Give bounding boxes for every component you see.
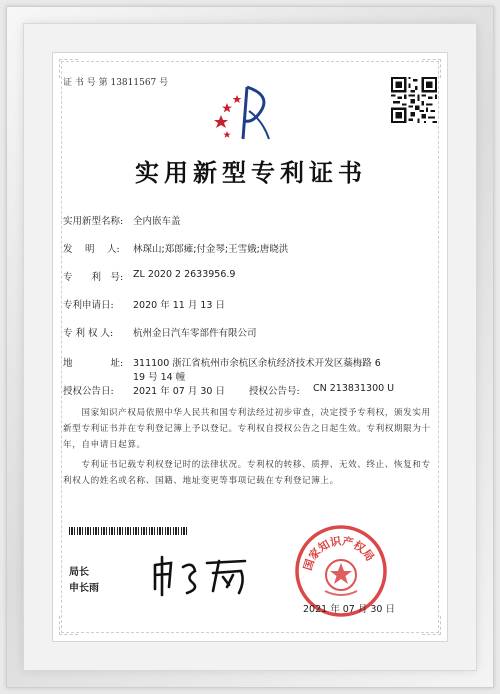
certificate-number (63, 75, 168, 88)
grant-statement-paragraph: 国家知识产权局依照中华人民共和国专利法经过初步审查，决定授予专利权，颁发实用新型专利证书并在专利登记簿上予以登记。专利权自授权公告之日起生效。专利权期限为十年，自申请日起算。 (63, 408, 431, 450)
signatory-name: 申长雨 (69, 583, 99, 594)
issue-date: 2021 年 07 月 30 日 (303, 604, 395, 615)
address-line-2: 19 号 14 幢 (133, 372, 186, 383)
grant-number-value: CN 213831300 U (313, 383, 395, 394)
grant-number-label: 授权公告号: (249, 386, 300, 397)
address-label: 地 址: (63, 358, 124, 369)
inventor-value: 林琛山;郑郎瘫;付金琴;王雪娥;唐晓洪 (133, 244, 289, 255)
corner-ornament (422, 616, 441, 635)
utility-model-name-label: 实用新型名称: (63, 216, 124, 227)
inventor-label: 发 明 人: (63, 244, 120, 255)
handwritten-signature-icon (149, 551, 269, 599)
cert-no-suffix: 号 (159, 78, 169, 88)
filing-date-value: 2020 年 11 月 13 日 (133, 300, 225, 311)
corner-ornament (59, 616, 78, 635)
address-line-1: 311100 浙江省杭州市余杭区余杭经济技术开发区蘂梅路 6 (133, 358, 381, 369)
seal-text: 国家知识产权局 (301, 534, 377, 573)
cert-no-label: 证 书 号 第 (63, 78, 108, 88)
qr-code-icon (391, 77, 437, 123)
patentee-value: 杭州金日汽车零部件有限公司 (133, 328, 257, 339)
cnipa-logo-icon (213, 81, 273, 145)
corner-ornament (422, 59, 441, 78)
patent-number-label: 专 利 号: (63, 272, 124, 283)
grant-date-value: 2021 年 07 月 30 日 (133, 386, 225, 397)
legal-status-paragraph: 专利证书记载专利权登记时的法律状况。专利权的转移、质押、无效、终止、恢复和专利权人的姓名或名称、国籍、地址变更等事项记载在专利登记簿上。 (63, 460, 431, 486)
utility-model-name-value: 全内嵌车盖 (133, 216, 181, 227)
patent-number-value: ZL 2020 2 2633956.9 (133, 269, 236, 280)
certificate-title: 实用新型专利证书 (135, 158, 367, 187)
grant-date-label: 授权公告日: (63, 386, 114, 397)
certificate-paper (52, 52, 448, 642)
barcode (69, 527, 189, 535)
patentee-label: 专 利 权 人: (63, 328, 114, 339)
filing-date-label: 专利申请日: (63, 300, 114, 311)
cert-no-value: 13811567 (110, 78, 157, 88)
signatory-role: 局长 (69, 567, 89, 578)
